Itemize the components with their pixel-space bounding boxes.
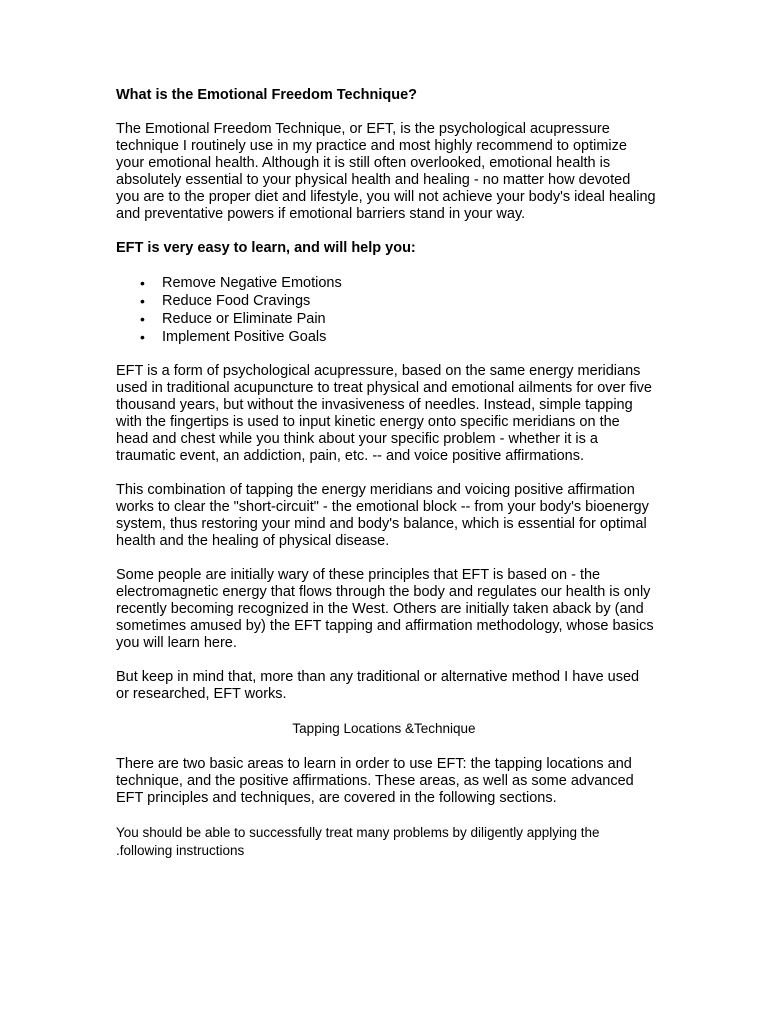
benefits-list [116, 274, 656, 346]
bullet-icon: • [140, 293, 145, 309]
benefits-subheading: EFT is very easy to learn, and will help you: [116, 240, 416, 256]
list-item [116, 310, 656, 328]
instructions-paragraph: You should be able to successfully treat many problems by diligently applying the .following instructions [116, 825, 600, 858]
skepticism-paragraph: Some people are initially wary of these principles that EFT is based on - the electromagnetic energy that flows through the body and regulates our health is only recently becoming recognized in the West. Others are initially taken aback by (and sometimes amused by) the EFT tapping and affirmation methodology, whose basics you will learn here. [116, 567, 654, 651]
document-title: What is the Emotional Freedom Technique? [116, 87, 418, 103]
eft-description-paragraph: EFT is a form of psychological acupressure, based on the same energy meridians used in traditional acupuncture to treat physical and emotional ailments for over five thousand years, but without the invasiveness of needles. Instead, simple tapping with the fingertips is used to input kinetic energy onto specific meridians on the head and chest while you think about your specific problem - whether it is a traumatic event, an addiction, pain, etc. -- and voice positive affirmations. [116, 363, 652, 464]
list-item-label: Reduce or Eliminate Pain [162, 311, 326, 327]
basic-areas-paragraph: There are two basic areas to learn in order to use EFT: the tapping locations and technique, and the positive affirmations. These areas, as well as some advanced EFT principles and techniques, are covered in the following sections. [116, 756, 634, 806]
list-item-label: Implement Positive Goals [162, 329, 327, 345]
list-item-label: Reduce Food Cravings [162, 293, 311, 309]
bullet-icon: • [140, 311, 145, 327]
eft-works-paragraph: But keep in mind that, more than any traditional or alternative method I have used or researched, EFT works. [116, 669, 640, 702]
list-item [116, 274, 656, 292]
list-item [116, 292, 656, 310]
list-item-label: Remove Negative Emotions [162, 275, 342, 291]
bullet-icon: • [140, 275, 145, 291]
list-item [116, 328, 656, 346]
intro-paragraph: The Emotional Freedom Technique, or EFT, is the psychological acupressure technique I routinely use in my practice and most highly recommend to optimize your emotional health. Although it is still often overlooked, emotional health is absolutely essential to your physical health and healing - no matter how devoted you are to the proper diet and lifestyle, you will not achieve your body's ideal healing and preventative powers if emotional barriers stand in your way. [116, 121, 656, 222]
document-page [116, 87, 656, 860]
combination-paragraph: This combination of tapping the energy meridians and voicing positive affirmation works to clear the "short-circuit" - the emotional block -- from your body's bioenergy system, thus restoring your mind and body's balance, which is essential for optimal health and the healing of physical disease. [116, 482, 649, 549]
bullet-icon: • [140, 329, 145, 345]
section-heading: Tapping Locations &Technique [292, 721, 476, 736]
